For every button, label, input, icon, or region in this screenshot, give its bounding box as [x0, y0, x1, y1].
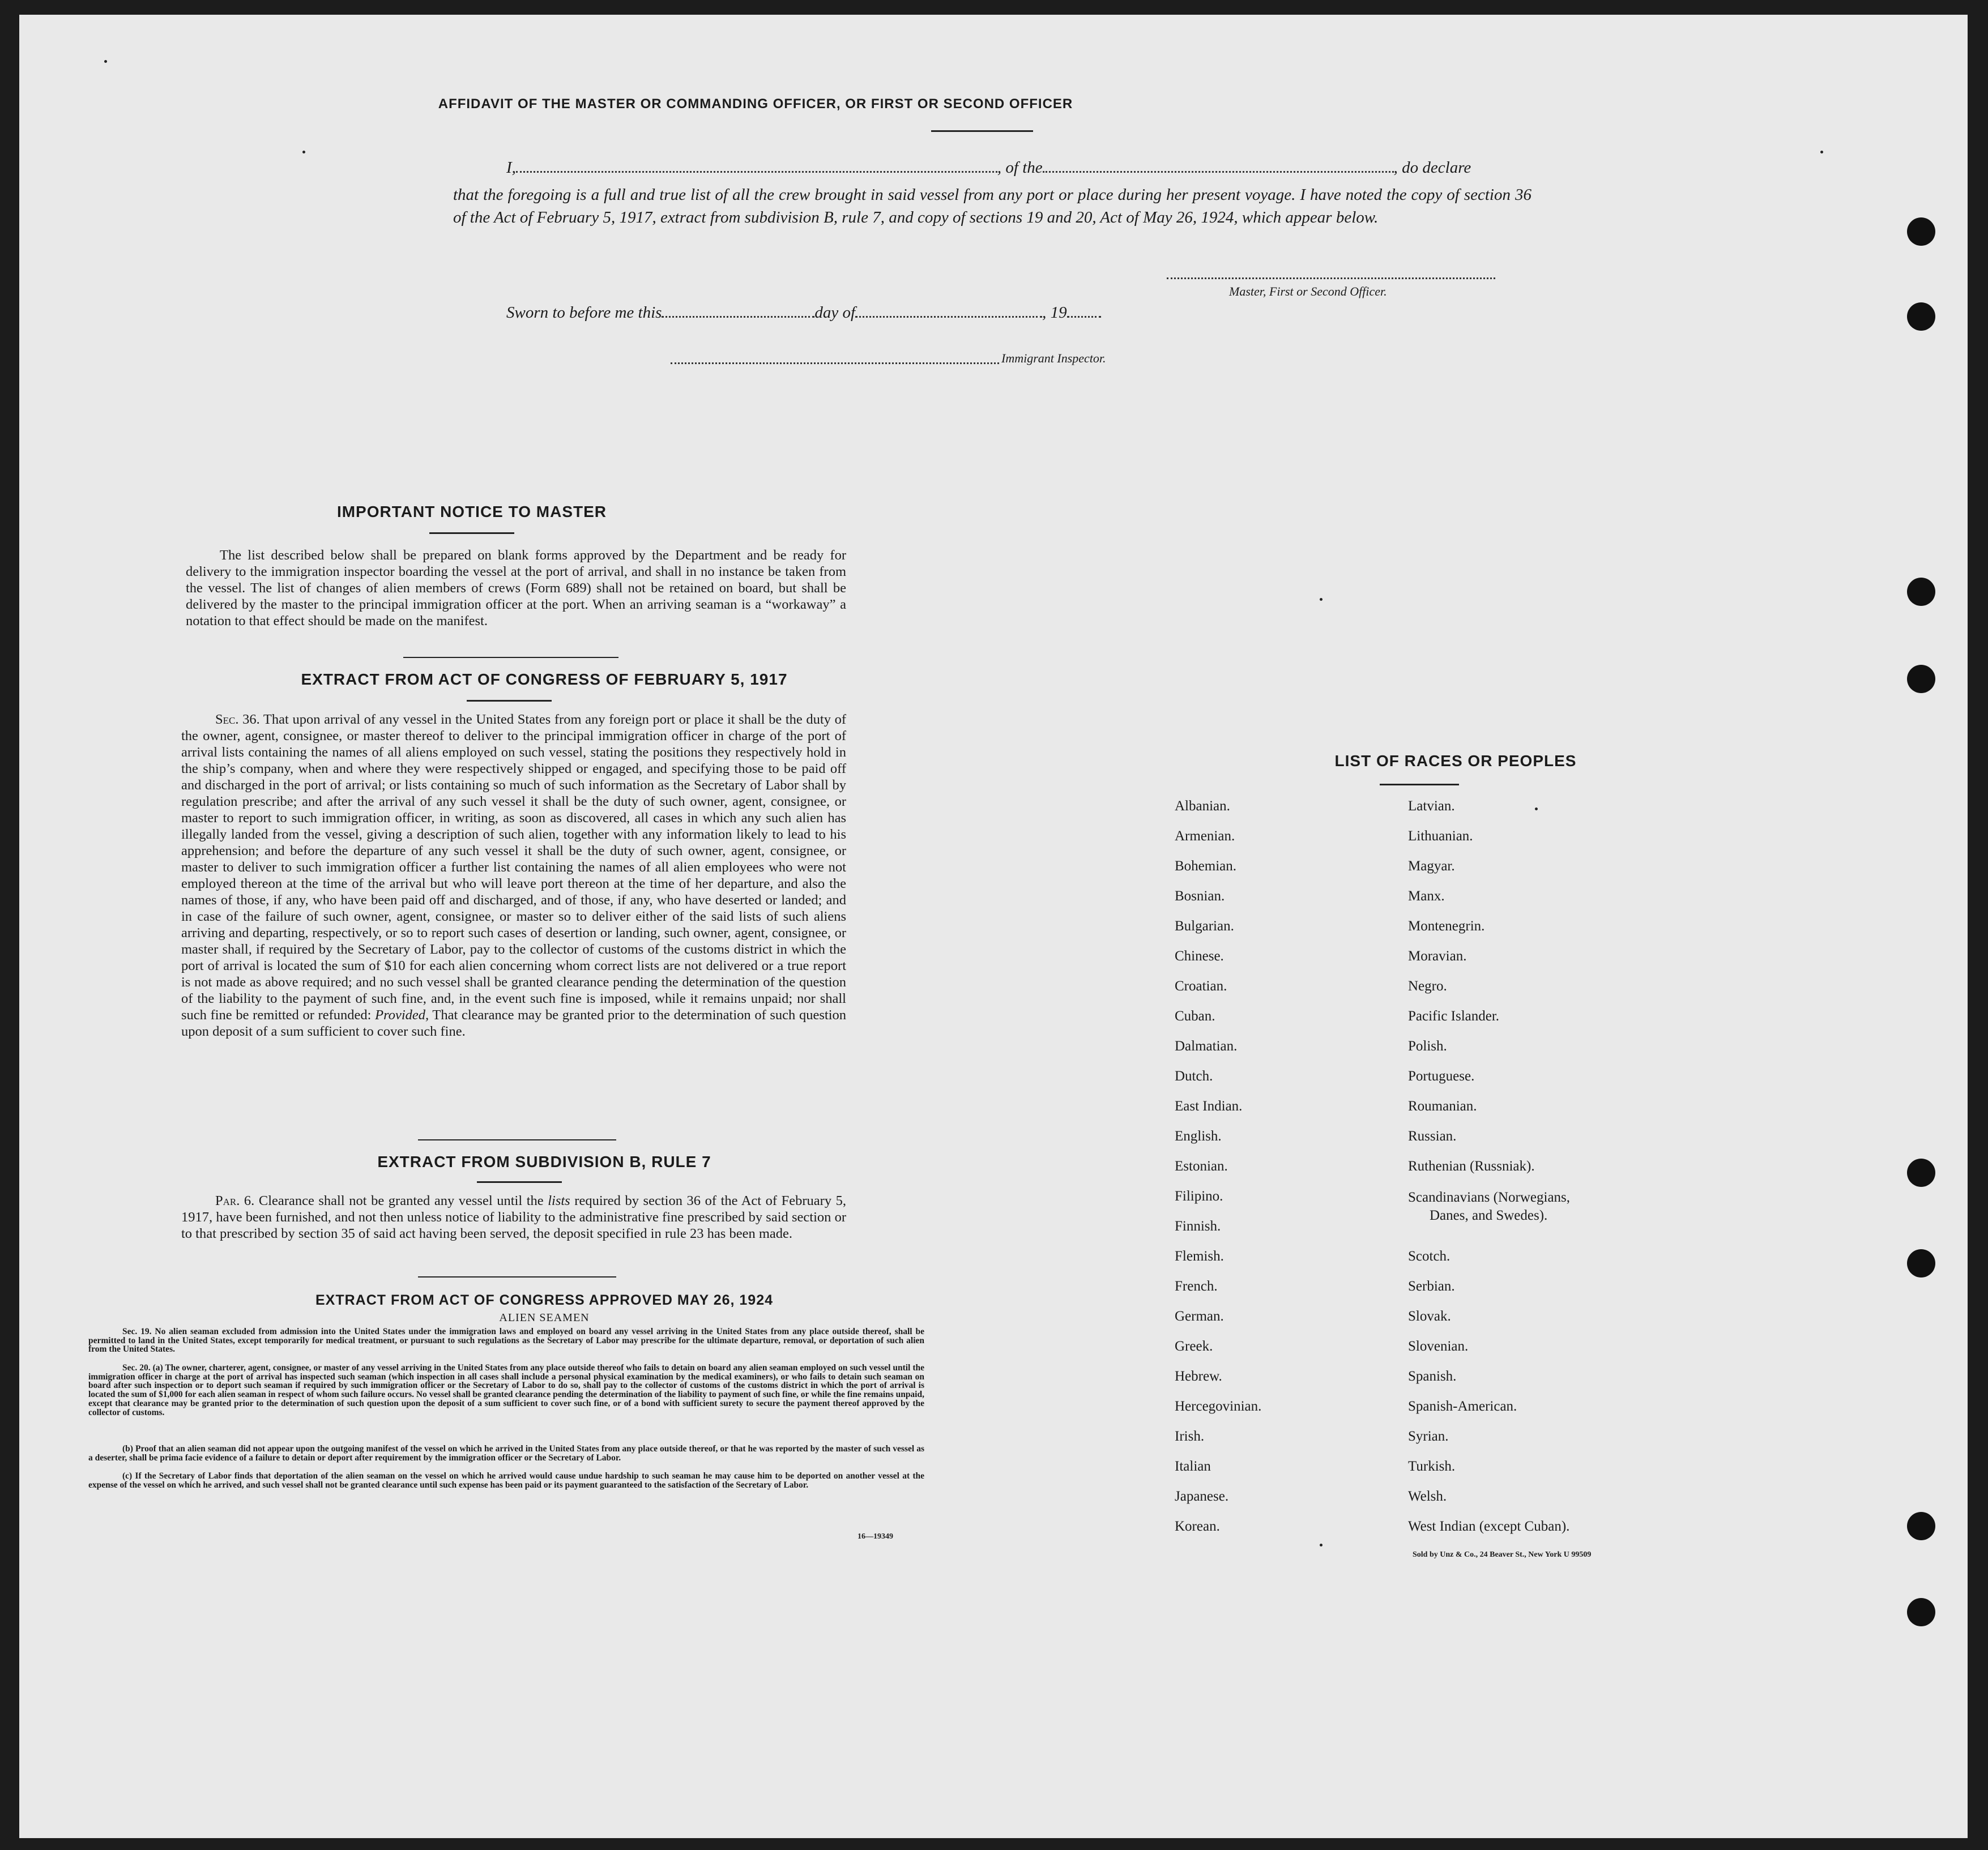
par6-label: Par. 6. — [215, 1193, 255, 1208]
race-item: Bulgarian. — [1175, 918, 1234, 934]
declaration-body: that the foregoing is a full and true list of all the crew brought in said vessel from any port or place during her present voyage. I have noted the copy of section 36 of the Act of February 5, 1917, extract from subdivision B, rule 7, and copy of sections 19 and 20, Act of May 26, 1924, which appear below. — [453, 186, 1531, 227]
race-item: Korean. — [1175, 1519, 1220, 1534]
lists-word: lists — [548, 1193, 570, 1208]
race-item: Estonian. — [1175, 1159, 1228, 1174]
punch-hole — [1907, 578, 1935, 606]
race-item: Chinese. — [1175, 949, 1224, 964]
race-item: Hercegovinian. — [1175, 1399, 1262, 1414]
section-20b-text: (b) Proof that an alien seaman did not appear upon the outgoing manifest of the vessel on which he arrived in the United States from any place outside thereof, or that he was reported by the master of such vessel as a deserter, shall be prima facie evidence of a failure to detain or deport after requirement by the immigration officer or the Secretary of Labor. — [88, 1444, 924, 1463]
races-title: LIST OF RACES OR PEOPLES — [1334, 752, 1577, 770]
race-item: Slovak. — [1408, 1309, 1451, 1324]
speck — [1320, 1544, 1323, 1546]
race-item: Italian — [1175, 1459, 1211, 1474]
alien-seamen-subtitle: ALIEN SEAMEN — [499, 1311, 590, 1324]
race-item: Slovenian. — [1408, 1339, 1469, 1354]
inspector-label: Immigrant Inspector. — [1001, 351, 1106, 365]
race-item: Filipino. — [1175, 1189, 1223, 1204]
race-item: Croatian. — [1175, 979, 1227, 994]
race-item: Montenegrin. — [1408, 918, 1485, 934]
rule7-text-a: Clearance shall not be granted any vessel until the — [258, 1193, 544, 1208]
section-36-text — [181, 711, 846, 1040]
race-item: Serbian. — [1408, 1279, 1455, 1294]
race-item: Danes, and Swedes). — [1430, 1208, 1548, 1223]
race-item: East Indian. — [1175, 1099, 1243, 1114]
race-item: German. — [1175, 1309, 1224, 1324]
section-19-text: Sec. 19. No alien seaman excluded from admission into the United States under the immigration laws and employed on board any vessel arriving in the United States from any place outside thereof, shall be permitted to land in the United States, except temporarily for medical treatment, or pursuant to such regulations as the Secretary of Labor may prescribe for the ultimate departure, removal, or deportation of such alien from the United States. — [88, 1327, 924, 1355]
day-of-label: day of — [814, 304, 856, 322]
race-item: Irish. — [1175, 1429, 1205, 1444]
race-item: Magyar. — [1408, 858, 1455, 874]
notice-title: IMPORTANT NOTICE TO MASTER — [336, 503, 607, 520]
race-item: Hebrew. — [1175, 1369, 1222, 1384]
race-item: Lithuanian. — [1408, 828, 1473, 844]
punch-hole — [1907, 1159, 1935, 1187]
race-item: Syrian. — [1408, 1429, 1449, 1444]
sworn-year-field[interactable] — [1067, 316, 1101, 318]
race-item: Dalmatian. — [1175, 1039, 1238, 1054]
punch-hole — [1907, 665, 1935, 693]
notice-text: The list described below shall be prepared on blank forms approved by the Department and be ready for delivery to the immigration inspector boarding the vessel at the port of arrival, and shall in no instance be taken from the vessel. The list of changes of alien members of crews (Form 689) shall not be retained on board, but shall be delivered by the master to the principal immigration officer at the port. When an arriving seaman is a “workaway” a notation to that effect should be made on the manifest. — [186, 548, 846, 629]
race-item: Flemish. — [1175, 1249, 1224, 1264]
punch-hole — [1907, 217, 1935, 246]
signature-line[interactable] — [1167, 277, 1495, 279]
race-item: Scandinavians (Norwegians, — [1408, 1190, 1571, 1205]
race-item: West Indian (except Cuban). — [1408, 1519, 1570, 1534]
race-item: Bosnian. — [1175, 888, 1225, 904]
sworn-day-field[interactable] — [662, 316, 814, 318]
section-36-label: Sec. 36. — [215, 712, 260, 727]
section-20a-text: Sec. 20. (a) The owner, charterer, agent, consignee, or master of any vessel arriving in the United States from any place outside thereof who fails to detain on board any alien seaman employed on such vessel until the immigration officer in charge at the port of arrival has inspected such seaman (which inspection in all cases shall include a personal physical examination by the medical examiners), or who fails to detain such seaman on board after such inspection or to deport such seaman if required by such immigration officer or the Secretary of Labor to do so, shall pay to the collector of customs of the customs district in which the port of arrival is located the sum of $1,000 for each alien seaman in respect of whom such failure occurs. No vessel shall be granted clearance pending the determination of the liability to payment of such fine, or while the fine remains unpaid, except that clearance may be granted prior to the determination of such question upon the deposit of a sum sufficient to cover such fine, or of a bond with sufficient surety to secure the payment thereof approved by the collector of customs. — [88, 1363, 924, 1417]
speck — [1535, 807, 1538, 810]
extract-1917-rule — [467, 700, 552, 702]
punch-hole — [1907, 1249, 1935, 1278]
race-item: Armenian. — [1175, 828, 1235, 844]
speck — [302, 151, 305, 153]
speck — [1320, 598, 1323, 601]
declarant-name-field[interactable] — [516, 171, 997, 173]
speck — [1820, 151, 1823, 153]
race-item: Latvian. — [1408, 798, 1455, 814]
race-item: Bohemian. — [1175, 858, 1237, 874]
section-20c-text: (c) If the Secretary of Labor finds that deportation of the alien seaman on the vessel on which he arrived would cause undue hardship to such seaman he may cause him to be deported on another vessel at the expense of the vessel on which he arrived, and such vessel shall not be granted clearance until such expense has been paid or its payment guaranteed to the satisfaction of the Secretary of Labor. — [88, 1471, 924, 1490]
race-item: French. — [1175, 1279, 1218, 1294]
form-number: 16—19349 — [858, 1532, 893, 1541]
races-rule — [1380, 784, 1459, 785]
race-item: Albanian. — [1175, 798, 1230, 814]
race-item: Cuban. — [1175, 1009, 1215, 1024]
extract-1924-title: EXTRACT FROM ACT OF CONGRESS APPROVED MAY 26, 1924 — [315, 1292, 774, 1308]
title-rule — [931, 130, 1033, 132]
section-36-end: That clearance may be granted prior to the determination of such question upon deposit of a sum sufficient to cover such fine. — [181, 1007, 847, 1039]
vessel-name-field[interactable] — [1043, 171, 1394, 173]
section-36-body: That upon arrival of any vessel in the United States from any foreign port or place it shall be the duty of the owner, agent, consignee, or master thereof to deliver to the principal immigration officer in charge of the port of arrival lists containing the names of all aliens employed on such vessel, stating the positions they respectively hold in the ship’s company, when and where they were respectively shipped or engaged, and specifying those to be paid off and discharged in the port of arrival; or lists containing so much of such information as the Secretary of Labor shall by regulation prescribe; and after the arrival of any such vessel it shall be the duty of such owner, agent, consignee, or master to report to such immigration officer, in writing, as soon as discovered, all cases in which any such alien has illegally landed from the vessel, giving a description of such alien, together with any information likely to lead to his apprehension; and before the departure of any such vessel it shall be the duty of such owner, agent, consignee, or master to deliver to such immigration officer a further list containing the names of all alien employees who were not employed thereon at the time of the arrival but who will leave port thereon at the time of her departure, and also the names of those, if any, who have been paid off and discharged, and of those, if any, who have deserted or landed; and in case of the failure of such owner, agent, consignee, or master so to deliver either of the said lists of such aliens arriving and departing, respectively, or so to report such cases of desertion or landing, such owner, agent, consignee, or master shall, if required by the Secretary of Labor, pay to the collector of customs of the customs district in which the port of arrival is located the sum of $10 for each alien concerning whom correct lists are not delivered or a true report is not made as above required; and no such vessel shall be granted clearance pending the determination of the question of the liability to the payment of such fine, and, in the event such fine is imposed, while it remains unpaid; nor shall such fine be remitted or refunded: — [181, 712, 846, 1023]
rule7-title: EXTRACT FROM SUBDIVISION B, RULE 7 — [377, 1153, 711, 1170]
section-rule — [418, 1139, 616, 1140]
race-item: Negro. — [1408, 979, 1447, 994]
do-declare-label: , do declare — [1393, 159, 1471, 177]
rule7-rule — [477, 1181, 562, 1183]
race-item: Manx. — [1408, 888, 1445, 904]
sworn-label: Sworn to before me this — [506, 304, 662, 322]
speck — [104, 60, 107, 63]
race-item: Portuguese. — [1408, 1069, 1475, 1084]
punch-hole — [1907, 1598, 1935, 1626]
race-item: English. — [1175, 1129, 1222, 1144]
punch-hole — [1907, 1512, 1935, 1540]
extract-1917-title: EXTRACT FROM ACT OF CONGRESS OF FEBRUARY 5, 1917 — [301, 670, 788, 688]
race-item: Roumanian. — [1408, 1099, 1477, 1114]
race-item: Welsh. — [1408, 1489, 1447, 1504]
provided-label: Provided, — [375, 1007, 429, 1023]
declaration-line — [506, 159, 1531, 177]
section-rule — [403, 657, 618, 658]
affidavit-title: AFFIDAVIT OF THE MASTER OR COMMANDING OFFICER, OR FIRST OR SECOND OFFICER — [438, 96, 1073, 112]
race-item: Moravian. — [1408, 949, 1467, 964]
document-page — [19, 15, 1968, 1838]
year-label: , 19 — [1042, 304, 1067, 322]
rule7-text — [181, 1193, 846, 1242]
race-item: Spanish-American. — [1408, 1399, 1517, 1414]
race-item: Greek. — [1175, 1339, 1213, 1354]
declarant-prefix: I, — [506, 159, 516, 177]
sworn-month-field[interactable] — [855, 316, 1042, 318]
race-item: Dutch. — [1175, 1069, 1213, 1084]
race-item: Scotch. — [1408, 1249, 1451, 1264]
race-item: Ruthenian (Russniak). — [1408, 1159, 1535, 1174]
signature-label: Master, First or Second Officer. — [1229, 284, 1387, 298]
punch-hole — [1907, 302, 1935, 331]
race-item: Russian. — [1408, 1129, 1457, 1144]
rule7-text-b: required by section 36 of the Act of February 5, 1917, have been furnished, and not then unless notice of liability to the administrative fine prescribed by said section or to that prescribed by section 35 of said act having been served, the deposit specified in rule 23 has been made. — [181, 1193, 847, 1241]
race-item: Pacific Islander. — [1408, 1009, 1500, 1024]
inspector-signature-line[interactable] — [671, 362, 999, 364]
publisher-footer: Sold by Unz & Co., 24 Beaver St., New York U 99509 — [1413, 1550, 1592, 1559]
race-item: Turkish. — [1408, 1459, 1456, 1474]
notice-rule — [429, 532, 514, 534]
of-the-label: , of the — [997, 159, 1043, 177]
race-item: Japanese. — [1175, 1489, 1229, 1504]
sworn-line — [506, 304, 1101, 322]
race-item: Spanish. — [1408, 1369, 1457, 1384]
race-item: Polish. — [1408, 1039, 1447, 1054]
race-item: Finnish. — [1175, 1219, 1221, 1234]
section-rule — [418, 1276, 616, 1278]
